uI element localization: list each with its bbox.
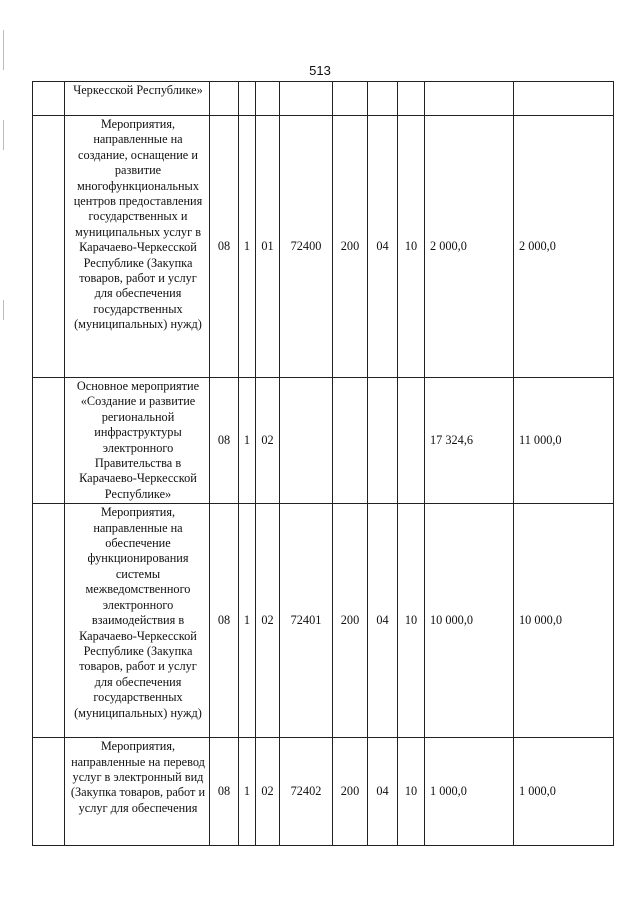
ministry-code-cell: 08 <box>210 116 239 378</box>
amount-cell-2 <box>514 82 614 116</box>
event-code-cell: 02 <box>256 504 280 738</box>
subprogram-code-cell: 1 <box>239 116 256 378</box>
table-row <box>33 116 614 378</box>
description-cell: Черкесской Республике» <box>65 82 210 116</box>
expense-type-cell: 200 <box>333 504 368 738</box>
amount-cell-2: 10 000,0 <box>514 504 614 738</box>
table-row <box>33 738 614 846</box>
budget-table <box>32 81 614 846</box>
number-cell <box>33 378 65 504</box>
ministry-code-cell: 08 <box>210 378 239 504</box>
subprogram-code-cell <box>239 82 256 116</box>
expense-type-cell <box>333 82 368 116</box>
amount-cell-2: 1 000,0 <box>514 738 614 846</box>
subsection-code-cell: 10 <box>398 116 425 378</box>
direction-code-cell: 72401 <box>280 504 333 738</box>
description-cell: Мероприятия, направленные на перевод услуг в электронный вид (Закупка товаров, работ и услуг для обеспечения <box>65 738 210 846</box>
amount-cell-1: 17 324,6 <box>425 378 514 504</box>
expense-type-cell: 200 <box>333 116 368 378</box>
table-row <box>33 82 614 116</box>
section-code-cell: 04 <box>368 738 398 846</box>
description-cell: Мероприятия, направленные на создание, оснащение и развитие многофункциональных центров предоставления государственных и муниципальных услуг в Карачаево-Черкесской Республике (Закупка товаров, работ и услуг для обеспечения государственных (муниципальных) нужд) <box>65 116 210 378</box>
amount-cell-1: 2 000,0 <box>425 116 514 378</box>
expense-type-cell <box>333 378 368 504</box>
table-row <box>33 378 614 504</box>
ministry-code-cell <box>210 82 239 116</box>
amount-cell-2: 2 000,0 <box>514 116 614 378</box>
number-cell <box>33 116 65 378</box>
description-cell: Мероприятия, направленные на обеспечение функционирования системы межведомственного электронного взаимодействия в Карачаево-Черкесской Республике (Закупка товаров, работ и услуг для обеспечения государственных (муниципальных) нужд) <box>65 504 210 738</box>
ministry-code-cell: 08 <box>210 738 239 846</box>
number-cell <box>33 82 65 116</box>
number-cell <box>33 738 65 846</box>
subsection-code-cell <box>398 82 425 116</box>
subprogram-code-cell: 1 <box>239 378 256 504</box>
event-code-cell: 01 <box>256 116 280 378</box>
subprogram-code-cell: 1 <box>239 504 256 738</box>
number-cell <box>33 504 65 738</box>
event-code-cell <box>256 82 280 116</box>
direction-code-cell: 72400 <box>280 116 333 378</box>
direction-code-cell <box>280 82 333 116</box>
section-code-cell <box>368 378 398 504</box>
table-row <box>33 504 614 738</box>
subprogram-code-cell: 1 <box>239 738 256 846</box>
event-code-cell: 02 <box>256 378 280 504</box>
amount-cell-1: 1 000,0 <box>425 738 514 846</box>
page-number: 513 <box>309 63 331 78</box>
amount-cell-1 <box>425 82 514 116</box>
expense-type-cell: 200 <box>333 738 368 846</box>
event-code-cell: 02 <box>256 738 280 846</box>
section-code-cell: 04 <box>368 504 398 738</box>
subsection-code-cell: 10 <box>398 738 425 846</box>
binding-edge-mark <box>3 30 4 70</box>
section-code-cell <box>368 82 398 116</box>
binding-edge-mark <box>3 300 4 320</box>
direction-code-cell <box>280 378 333 504</box>
amount-cell-2: 11 000,0 <box>514 378 614 504</box>
direction-code-cell: 72402 <box>280 738 333 846</box>
description-cell: Основное мероприятие «Создание и развитие региональной инфраструктуры электронного Правительства в Карачаево-Черкесской Республике» <box>65 378 210 504</box>
binding-edge-mark <box>3 120 4 150</box>
subsection-code-cell <box>398 378 425 504</box>
section-code-cell: 04 <box>368 116 398 378</box>
ministry-code-cell: 08 <box>210 504 239 738</box>
subsection-code-cell: 10 <box>398 504 425 738</box>
amount-cell-1: 10 000,0 <box>425 504 514 738</box>
